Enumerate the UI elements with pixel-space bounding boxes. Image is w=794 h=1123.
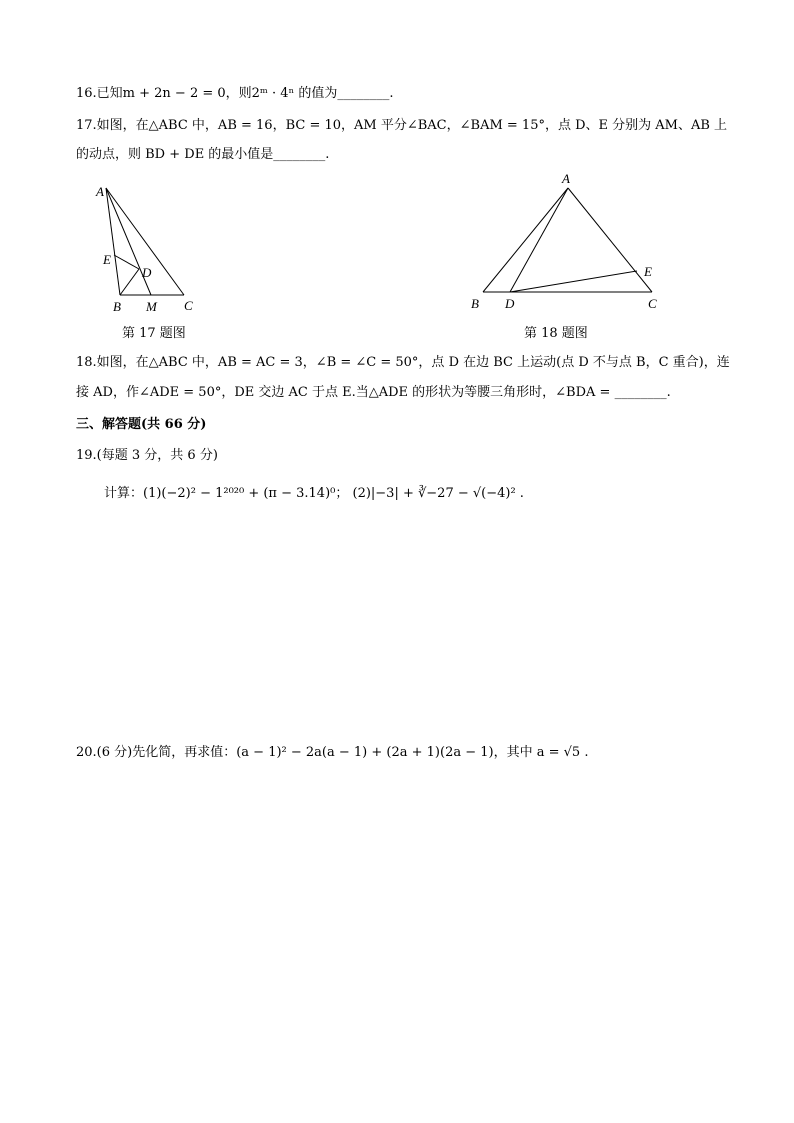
fig17-label-M: M [146,299,157,314]
question-17-line-1: 17.如图，在△ABC 中，AB = 16，BC = 10，AM 平分∠BAC，∠BAM = 15°，点 D、E 分别为 AM、AB 上 [76,118,728,133]
figure-17-caption: 第 17 题图 [122,326,186,341]
figure-18 [465,168,670,318]
fig17-label-A: A [96,184,104,199]
section-3-heading: 三、解答题(共 66 分) [76,417,207,432]
fig18-label-C: C [648,296,657,311]
question-19-title: 19.(每题 3 分，共 6 分) [76,448,218,463]
fig18-segment-DE [510,271,637,292]
figure-17 [90,180,210,320]
question-16: 16.已知m + 2n − 2 = 0，则2ᵐ · 4ⁿ 的值为________. [76,86,394,101]
fig18-label-A: A [562,171,570,186]
question-17-line-2: 的动点，则 BD + DE 的最小值是________. [76,147,330,162]
fig18-side-AB [483,188,568,292]
fig18-segment-AD [510,188,568,292]
fig17-segment-BD [120,269,139,295]
fig18-label-D: D [505,296,515,311]
figure-18-caption: 第 18 题图 [524,326,588,341]
fig17-label-D: D [142,265,152,280]
fig18-label-B: B [471,296,479,311]
fig17-label-E: E [103,252,111,267]
question-18-line-2: 接 AD，作∠ADE = 50°，DE 交边 AC 于点 E.当△ADE 的形状为等腰三角形时，∠BDA = ________. [76,385,671,400]
fig18-label-E: E [644,264,652,279]
question-20: 20.(6 分)先化简，再求值：(a − 1)² − 2a(a − 1) + (2a + 1)(2a − 1)，其中 a = √5 . [76,745,589,760]
fig18-side-AC [568,188,652,292]
question-18-line-1: 18.如图，在△ABC 中，AB = AC = 3，∠B = ∠C = 50°，点 D 在边 BC 上运动(点 D 不与点 B，C 重合)，连 [76,355,730,370]
fig17-label-B: B [113,299,121,314]
fig17-label-C: C [184,298,193,313]
question-19-body: 计算：(1)(−2)² − 1²⁰²⁰ + (π − 3.14)⁰； (2)|−3| + ∛−27 − √(−4)² . [104,486,524,501]
